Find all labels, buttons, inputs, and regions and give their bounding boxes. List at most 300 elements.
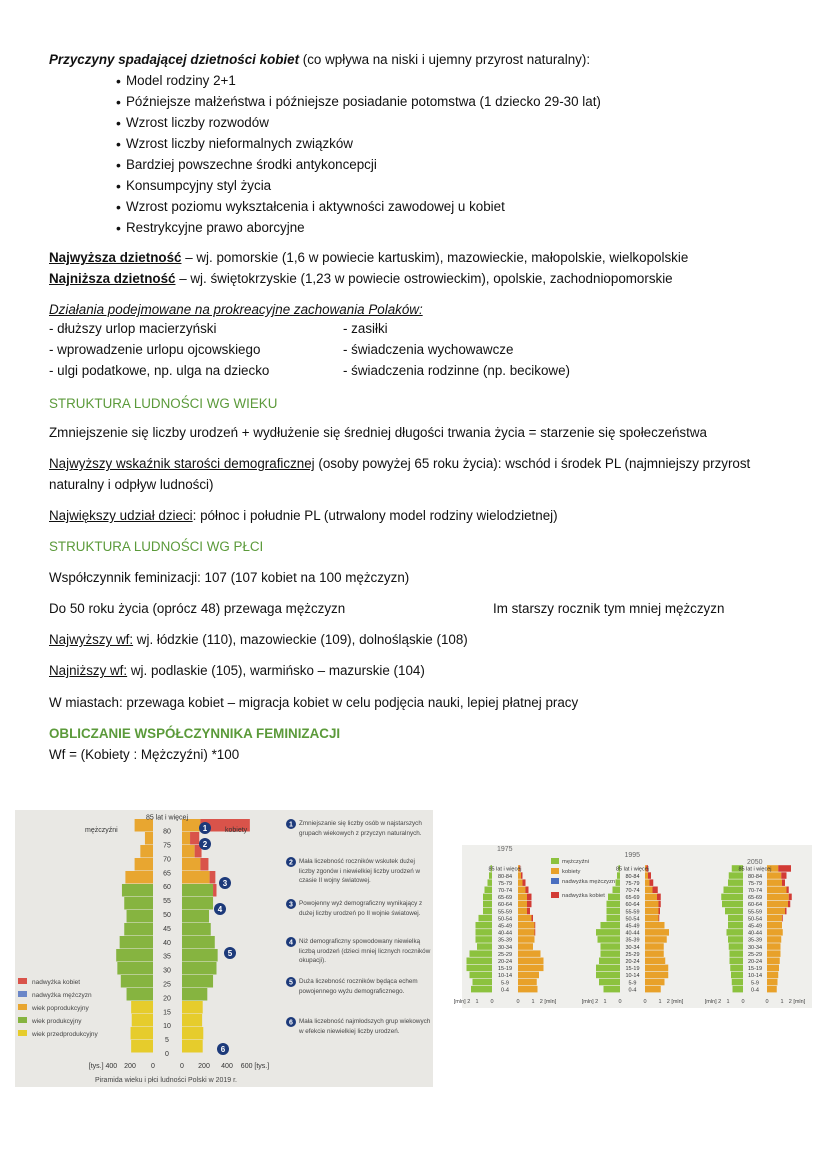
age-label: 45-49 — [497, 923, 513, 930]
age-label: 70-74 — [497, 888, 513, 894]
men-bar — [476, 922, 493, 929]
age-label: 35-39 — [747, 937, 763, 944]
chart-title: Piramida wieku i płci ludności Polski w 2019 r. — [95, 1077, 238, 1084]
legend-swatch — [551, 878, 559, 884]
women-surplus-bar — [787, 887, 789, 894]
legend-label: wiek produkcyjny — [32, 1018, 82, 1025]
age-label: 30-34 — [625, 944, 640, 951]
age-label: 0-4 — [751, 987, 759, 994]
age-label: 80-84 — [625, 873, 640, 880]
axis-tick: 2 [mln] — [666, 999, 684, 1005]
women-bar — [645, 915, 659, 922]
legend-swatch — [18, 991, 27, 997]
pyramids-comparison-image — [453, 845, 812, 1008]
women-surplus-bar — [535, 929, 536, 936]
bullet-icon: • — [116, 73, 121, 89]
label: Najwyższy wf: — [49, 632, 134, 647]
women-bar — [645, 872, 648, 879]
women-bar — [182, 1001, 203, 1014]
age-label: 10-14 — [497, 973, 513, 980]
pyramid-year: 1995 — [624, 852, 641, 859]
women-surplus-bar — [648, 872, 651, 879]
marker-number: 6 — [220, 1045, 226, 1054]
women-surplus-bar — [532, 915, 534, 922]
women-bar — [645, 972, 668, 979]
axis-tick: [mln] 2 — [704, 999, 722, 1005]
age-tick: 10 — [163, 1023, 171, 1031]
women-surplus-bar — [213, 884, 216, 897]
women-surplus-bar — [657, 894, 661, 901]
axis-tick: 0 — [741, 999, 745, 1005]
children-share — [49, 507, 558, 525]
age-label: 70-74 — [625, 888, 640, 894]
legend-label: nadwyżka kobiet — [32, 979, 81, 986]
text: (osoby powyżej 65 roku życia): wschód i środek PL (najmniejszy przyrost — [314, 456, 751, 471]
age-tick: 75 — [163, 842, 171, 850]
women-bar — [767, 901, 788, 908]
women-bar — [518, 950, 541, 957]
women-bar — [182, 1040, 203, 1053]
women-bar — [518, 929, 535, 936]
women-surplus-bar — [200, 858, 208, 871]
women-bar — [645, 908, 659, 915]
text: – wj. świętokrzyskie (1,23 w powiecie ostrowieckim), opolskie, zachodniopomorskie — [175, 271, 673, 286]
women-bar — [645, 894, 657, 901]
age-label: 60-64 — [625, 902, 640, 909]
marker-number: 5 — [227, 949, 233, 958]
oldest-index-cont: naturalny i odpływ ludności) — [49, 477, 214, 492]
women-bar — [767, 922, 782, 929]
women-bar — [767, 950, 781, 957]
women-bar — [182, 845, 195, 858]
age-label: 35-39 — [497, 937, 513, 944]
men-bar — [483, 908, 492, 915]
women-bar — [645, 922, 665, 929]
women-bar — [518, 908, 527, 915]
age-tick: 5 — [165, 1037, 169, 1045]
action-right: - świadczenia rodzinne (np. becikowe) — [343, 363, 571, 378]
age-label: 25-29 — [625, 951, 640, 958]
bullet-icon: • — [116, 157, 121, 173]
men-bar — [729, 943, 743, 950]
bullet-icon: • — [116, 220, 121, 236]
legend-label: wiek przedprodukcyjny — [32, 1031, 98, 1038]
women-bar — [182, 832, 190, 845]
age-tick: 60 — [163, 884, 171, 892]
men-bar — [470, 972, 493, 979]
women-bar — [518, 979, 537, 986]
age-tick: 50 — [163, 912, 171, 919]
age-label: 40-44 — [625, 930, 640, 937]
men-bar — [731, 972, 743, 979]
men-bar — [124, 897, 153, 910]
men-bar — [485, 887, 493, 894]
axis-tick: [mln] 2 — [581, 999, 599, 1005]
legend-label: nadwyżka kobiet — [562, 893, 605, 899]
age-tick: 55 — [163, 898, 171, 906]
men-bar — [598, 936, 621, 943]
men-label: mężczyźni — [85, 827, 118, 834]
women-bar — [767, 887, 787, 894]
actions-title: Działania podejmowane na prokreacyjne zachowania Polaków: — [49, 302, 423, 317]
women-bar — [182, 897, 213, 910]
legend-label: nadwyżka mężczyzn — [562, 879, 616, 885]
women-bar — [518, 943, 533, 950]
women-bar — [182, 910, 209, 923]
axis-tick: 0 — [490, 999, 494, 1005]
age-label: 55-59 — [747, 909, 763, 916]
men-bar — [479, 915, 493, 922]
women-surplus-bar — [527, 908, 530, 915]
women-surplus-bar — [650, 879, 654, 886]
men-bar — [473, 979, 493, 986]
women-surplus-bar — [782, 915, 783, 922]
age-tick: 25 — [163, 981, 171, 989]
women-bar — [518, 965, 544, 972]
lowest-wf — [49, 662, 425, 680]
men-bar — [607, 915, 621, 922]
men-bar — [601, 922, 621, 929]
legend-swatch — [551, 892, 559, 898]
women-bar — [518, 986, 538, 993]
women-surplus-bar — [653, 887, 658, 894]
age-label: 85 lat i więcej — [488, 866, 522, 873]
age-label: 65-69 — [747, 895, 763, 902]
age-label: 60-64 — [747, 902, 763, 909]
cause-item: Wzrost poziomu wykształcenia i aktywności zawodowej u kobiet — [126, 199, 505, 214]
bullet-icon: • — [116, 178, 121, 194]
men-bar — [732, 979, 743, 986]
women-bar — [518, 958, 544, 965]
causes-title-rest: (co wpływa na niski i ujemny przyrost naturalny): — [299, 52, 591, 67]
text: wj. łódzkie (110), mazowieckie (109), dolnośląskie (108) — [133, 632, 468, 647]
axis-tick: 1 — [726, 999, 730, 1005]
legend-label: mężczyźni — [562, 859, 590, 865]
men-bar — [122, 884, 153, 897]
axis-tick: 0 — [643, 999, 647, 1005]
men-bar — [599, 958, 620, 965]
women-bar — [767, 872, 781, 879]
men-bar — [488, 879, 493, 886]
cause-item: Model rodziny 2+1 — [126, 73, 236, 88]
axis-tick: 1 — [658, 999, 662, 1005]
women-bar — [645, 958, 665, 965]
pyramid-2019-chart — [15, 810, 433, 1087]
age-label: 30-34 — [497, 944, 513, 951]
women-bar — [645, 887, 653, 894]
men-bar — [124, 923, 153, 936]
women-bar — [645, 879, 650, 886]
men-bar — [730, 958, 744, 965]
action-left: - wprowadzenie urlopu ojcowskiego — [49, 342, 261, 357]
cause-item: Restrykcyjne prawo aborcyjne — [126, 220, 305, 235]
highest-wf — [49, 631, 468, 649]
women-bar — [182, 871, 210, 884]
cause-item: Późniejsze małżeństwa i późniejsze posiadanie potomstwa (1 dziecko 29-30 lat) — [126, 94, 601, 109]
note — [299, 937, 431, 979]
action-left: - dłuższy urlop macierzyński — [49, 321, 217, 336]
note-text: Niż demograficzny spowodowany niewielką liczbą urodzeń (dzieci mniej licznych roczników okupacji). — [299, 938, 431, 964]
legend-label: nadwyżka mężczyzn — [32, 992, 92, 999]
age-label: 85 lat i więcej — [615, 866, 650, 873]
men-bar — [471, 986, 492, 993]
women-axis-tick: 600 [tys.] — [240, 1063, 270, 1070]
age-tick: 0 — [165, 1051, 169, 1058]
men-bar — [131, 1040, 153, 1053]
women-axis-tick: 200 — [198, 1063, 210, 1070]
age-label: 30-34 — [747, 944, 763, 951]
men-bar — [116, 949, 153, 962]
age-label: 75-79 — [625, 880, 640, 887]
age-label: 0-4 — [501, 987, 509, 994]
women-axis-tick: 0 — [180, 1063, 184, 1070]
women-bar — [767, 943, 781, 950]
women-bar — [182, 962, 217, 975]
action-left: - ulgi podatkowe, np. ulga na dziecko — [49, 363, 270, 378]
age-label: 45-49 — [747, 923, 763, 930]
legend-swatch — [18, 1030, 27, 1036]
age-tick: 35 — [163, 953, 171, 961]
women-bar — [518, 936, 535, 943]
men-bar — [131, 1001, 153, 1014]
legend-label: wiek poprodukcyjny — [32, 1005, 89, 1012]
label: Największy udział dzieci — [49, 508, 193, 523]
women-surplus-bar — [659, 908, 661, 915]
axis-tick: 1 — [475, 999, 479, 1005]
women-bar — [645, 936, 667, 943]
age-label: 15-19 — [625, 966, 640, 973]
men-bar — [117, 962, 153, 975]
age-tick: 45 — [163, 925, 171, 933]
marker-number: 4 — [217, 905, 223, 914]
age-label: 10-14 — [625, 973, 640, 980]
highest-fertility — [49, 249, 688, 267]
note-number: 4 — [289, 939, 293, 947]
axis-tick: 2 [mln] — [539, 999, 557, 1005]
axis-tick: 0 — [765, 999, 769, 1005]
men-bar — [721, 894, 743, 901]
note-number: 5 — [289, 979, 293, 987]
label: Najniższy wf: — [49, 663, 128, 678]
men-bar — [604, 986, 621, 993]
women-axis-tick: 400 — [221, 1063, 233, 1070]
axis-tick: 0 — [516, 999, 520, 1005]
age-label: 5-9 — [501, 980, 509, 987]
women-surplus-bar — [535, 922, 536, 929]
women-bar — [767, 879, 782, 886]
men-bar — [728, 922, 743, 929]
age-label: 25-29 — [747, 951, 763, 958]
note-text: Zmniejszanie się liczby osób w najstarszych grupach wiekowych z przyczyn naturalnych. — [299, 820, 422, 837]
age-label: 20-24 — [497, 959, 513, 965]
age-label: 20-24 — [747, 959, 763, 965]
men-bar — [140, 845, 153, 858]
men-bar — [121, 975, 153, 988]
age-label: 15-19 — [497, 966, 513, 973]
note — [299, 977, 431, 1019]
women-bar — [518, 872, 521, 879]
text: : północ i południe PL (utrwalony model rodziny wielodzietnej) — [192, 508, 558, 523]
men-bar — [596, 929, 620, 936]
women-bar — [518, 915, 532, 922]
men-bar — [607, 908, 621, 915]
women-surplus-bar — [190, 832, 199, 845]
age-label: 80-84 — [747, 873, 763, 880]
men-bar — [617, 872, 620, 879]
women-surplus-bar — [210, 871, 216, 884]
text: wj. podlaskie (105), warmińsko – mazurskie (104) — [127, 663, 425, 678]
age-label: 75-79 — [497, 880, 513, 887]
women-bar — [645, 950, 664, 957]
men-bar — [616, 879, 621, 886]
men-bar — [728, 915, 743, 922]
age-label: 5-9 — [628, 980, 637, 987]
age-tick: 20 — [163, 995, 171, 1003]
women-bar — [767, 915, 782, 922]
pyramid-year: 1975 — [497, 846, 513, 853]
action-right: - świadczenia wychowawcze — [343, 342, 514, 357]
bullet-icon: • — [116, 136, 121, 152]
legend-swatch — [18, 978, 27, 984]
causes-title — [49, 51, 590, 69]
women-bar — [645, 979, 665, 986]
women-bar — [767, 929, 783, 936]
marker-number: 3 — [222, 879, 228, 888]
lowest-fertility — [49, 270, 673, 288]
note — [299, 857, 431, 899]
men-bar — [728, 879, 743, 886]
men-bar — [722, 901, 743, 908]
age-label: 60-64 — [497, 902, 513, 909]
men-bar — [127, 988, 153, 1001]
age-structure-heading: STRUKTURA LUDNOŚCI WG WIEKU — [49, 396, 278, 411]
women-surplus-bar — [523, 879, 526, 886]
age-label: 65-69 — [497, 895, 513, 902]
men-bar — [120, 936, 153, 949]
women-surplus-bar — [659, 901, 661, 908]
women-surplus-bar — [659, 915, 660, 922]
men-bar — [489, 872, 492, 879]
note-text: Mała liczebność roczników wskutek dużej liczby zgonów i niewielkiej liczby urodzeń w czasie II wojny światowej. — [299, 858, 421, 884]
bullet-icon: • — [116, 199, 121, 215]
women-bar — [518, 887, 526, 894]
men-bar — [607, 901, 621, 908]
women-surplus-bar — [778, 865, 791, 872]
aging-text: Zmniejszenie się liczby urodzeń + wydłużenie się średniej długości trwania życia = starzenie się społeczeństwa — [49, 425, 707, 440]
men-axis-tick: [tys.] 400 — [88, 1063, 118, 1070]
sex-structure-heading: STRUKTURA LUDNOŚCI WG PŁCI — [49, 539, 264, 554]
men-bar — [596, 965, 620, 972]
men-bar — [145, 832, 153, 845]
pyramids-comparison-chart — [453, 845, 812, 1008]
men-bar — [728, 936, 743, 943]
men-bar — [730, 950, 744, 957]
age-tick: 70 — [163, 856, 171, 864]
men-bar — [725, 908, 743, 915]
women-bar — [767, 908, 785, 915]
formula-text: Wf = (Kobiety : Mężczyźni) *100 — [49, 747, 240, 762]
age-label: 45-49 — [625, 923, 640, 930]
men-bar — [476, 936, 493, 943]
cause-item: Bardziej powszechne środki antykoncepcji — [126, 157, 377, 172]
note-text: Mała liczebność najmłodszych grup wiekowych w efekcie niewielkiej liczby urodzeń. — [299, 1018, 431, 1035]
pyramid-2019-image — [15, 810, 433, 1087]
age-label: 20-24 — [625, 959, 640, 965]
legend-swatch — [18, 1017, 27, 1023]
men-bar — [729, 872, 743, 879]
women-bar — [182, 1027, 203, 1040]
age-label: 35-39 — [625, 937, 640, 944]
age-label: 40-44 — [497, 930, 513, 937]
women-surplus-bar — [789, 894, 792, 901]
women-bar — [645, 929, 669, 936]
age-label: 75-79 — [747, 880, 763, 887]
women-bar — [182, 884, 213, 897]
age-label: 5-9 — [751, 980, 759, 987]
age-label: 50-54 — [497, 916, 513, 923]
marker-number: 1 — [202, 824, 208, 833]
women-bar — [767, 965, 779, 972]
women-surplus-bar — [527, 894, 532, 901]
age-label: 85 lat i więcej — [738, 866, 772, 873]
women-bar — [645, 943, 664, 950]
women-surplus-bar — [785, 908, 787, 915]
formula-heading: OBLICZANIE WSPÓŁCZYNNIKA FEMINIZACJI — [49, 726, 341, 741]
older-text: Im starszy rocznik tym mniej mężczyzn — [493, 601, 725, 616]
legend-swatch — [551, 868, 559, 874]
age-tick: 80 — [163, 828, 171, 836]
men-bar — [724, 887, 744, 894]
men-bar — [613, 887, 621, 894]
note-number: 1 — [289, 821, 293, 829]
note-text: Duża liczebność roczników będąca echem powojennego wyżu demograficznego. — [299, 978, 418, 995]
women-bar — [518, 922, 535, 929]
women-bar — [182, 923, 211, 936]
oldest-index — [49, 455, 750, 473]
women-surplus-bar — [788, 901, 790, 908]
men-bar — [730, 965, 743, 972]
age-label: 25-29 — [497, 951, 513, 958]
label: Najniższa dzietność — [49, 271, 176, 286]
axis-tick: 1 — [780, 999, 784, 1005]
note-number: 3 — [289, 901, 293, 909]
label: Najwyższa dzietność — [49, 250, 182, 265]
women-bar — [767, 958, 780, 965]
axis-tick: 2 [mln] — [788, 999, 806, 1005]
men-bar — [601, 943, 621, 950]
women-surplus-bar — [521, 872, 523, 879]
men-bar — [476, 929, 493, 936]
women-bar — [767, 986, 777, 993]
legend-swatch — [551, 858, 559, 864]
men-bar — [599, 979, 620, 986]
note-text: Powojenny wyż demograficzny wynikający z dużej liczby urodzeń po II wojnie światowej. — [299, 900, 423, 917]
age-tick: 30 — [163, 967, 171, 975]
women-bar — [182, 858, 200, 871]
cause-item: Wzrost liczby rozwodów — [126, 115, 269, 130]
men-majority-text: Do 50 roku życia (oprócz 48) przewaga mężczyzn — [49, 601, 346, 616]
age-label: 40-44 — [747, 930, 763, 937]
women-bar — [645, 965, 668, 972]
women-bar — [518, 879, 523, 886]
note — [299, 899, 431, 941]
men-bar — [733, 986, 744, 993]
women-bar — [518, 894, 527, 901]
women-bar — [767, 936, 781, 943]
women-surplus-bar — [526, 887, 529, 894]
women-label: kobiety — [225, 827, 248, 834]
causes-title-bold: Przyczyny spadającej dzietności kobiet — [49, 52, 300, 67]
